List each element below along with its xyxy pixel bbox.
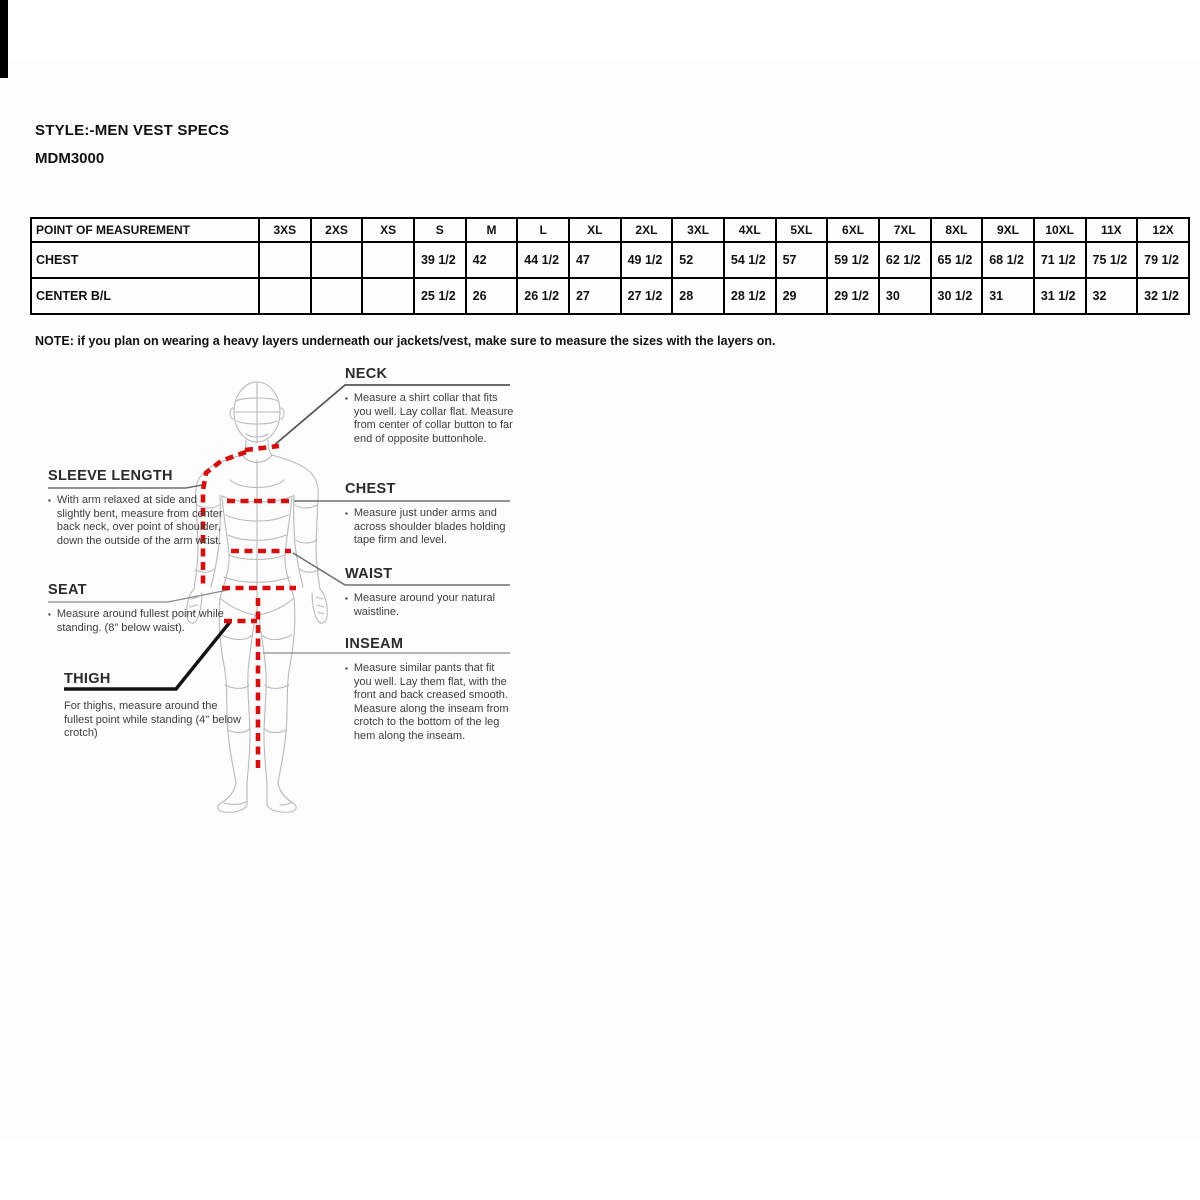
value-cell: 68 1/2 — [982, 242, 1034, 278]
value-cell: 57 — [776, 242, 828, 278]
guide-label-thigh-title: THIGH — [64, 671, 111, 687]
value-cell: 39 1/2 — [414, 242, 466, 278]
value-cell: 29 — [776, 278, 828, 314]
guide-label-waist — [345, 566, 515, 619]
value-cell: 26 — [466, 278, 518, 314]
value-cell: 49 1/2 — [621, 242, 673, 278]
guide-label-sleeve-length-text: With arm relaxed at side and slightly bent, measure from center back neck, over point of shoulder, down the outside of the arm wrist. — [56, 494, 223, 547]
value-cell — [311, 278, 363, 314]
value-cell: 65 1/2 — [931, 242, 983, 278]
guide-label-chest-title: CHEST — [345, 481, 396, 497]
row-label-cell: CENTER B/L — [31, 278, 259, 314]
value-cell: 71 1/2 — [1034, 242, 1086, 278]
size-table-wrap — [30, 217, 1190, 315]
value-cell: 44 1/2 — [517, 242, 569, 278]
header-row — [31, 218, 1189, 242]
style-title: STYLE:-MEN VEST SPECS — [35, 122, 230, 139]
bullet-icon: ▪ — [345, 594, 348, 603]
size-header-cell: 5XL — [776, 218, 828, 242]
value-cell: 25 1/2 — [414, 278, 466, 314]
value-cell: 32 1/2 — [1137, 278, 1189, 314]
value-cell: 32 — [1086, 278, 1138, 314]
guide-label-neck-title: NECK — [345, 366, 388, 382]
guide-label-neck — [345, 366, 515, 446]
size-header-cell: 4XL — [724, 218, 776, 242]
value-cell: 27 — [569, 278, 621, 314]
size-header-cell: 10XL — [1034, 218, 1086, 242]
size-table — [30, 217, 1190, 315]
value-cell — [259, 242, 311, 278]
guide-label-inseam — [345, 636, 515, 743]
guide-label-seat-text: Measure around fullest point while standing. (8" below waist). — [56, 608, 224, 634]
size-header-cell: XS — [362, 218, 414, 242]
guide-label-chest — [345, 481, 515, 548]
value-cell: 31 1/2 — [1034, 278, 1086, 314]
size-header-cell: S — [414, 218, 466, 242]
value-cell: 29 1/2 — [827, 278, 879, 314]
value-cell: 30 — [879, 278, 931, 314]
guide-label-seat — [48, 582, 228, 635]
row-label-cell: CHEST — [31, 242, 259, 278]
value-cell: 31 — [982, 278, 1034, 314]
size-header-cell: 8XL — [931, 218, 983, 242]
table-row — [31, 278, 1189, 314]
value-cell: 28 1/2 — [724, 278, 776, 314]
size-header-cell: 2XL — [621, 218, 673, 242]
guide-label-sleeve-length-title: SLEEVE LENGTH — [48, 468, 173, 484]
value-cell: 75 1/2 — [1086, 242, 1138, 278]
size-header-cell: 3XS — [259, 218, 311, 242]
value-cell: 27 1/2 — [621, 278, 673, 314]
measurement-header-cell: POINT OF MEASUREMENT — [31, 218, 259, 242]
value-cell: 52 — [672, 242, 724, 278]
page-corner-mark — [0, 0, 8, 78]
value-cell: 30 1/2 — [931, 278, 983, 314]
table-head — [31, 218, 1189, 242]
model-number: MDM3000 — [35, 150, 105, 167]
value-cell — [362, 242, 414, 278]
bullet-icon: ▪ — [48, 496, 51, 505]
guide-label-waist-title: WAIST — [345, 566, 393, 582]
value-cell: 42 — [466, 242, 518, 278]
value-cell: 47 — [569, 242, 621, 278]
value-cell: 54 1/2 — [724, 242, 776, 278]
table-row — [31, 242, 1189, 278]
guide-label-sleeve-length — [48, 468, 228, 548]
neck-measure-line — [245, 446, 279, 450]
guide-label-thigh — [64, 671, 244, 741]
bullet-icon: ▪ — [345, 509, 348, 518]
guide-label-seat-title: SEAT — [48, 582, 87, 598]
size-header-cell: XL — [569, 218, 621, 242]
size-header-cell: 11X — [1086, 218, 1138, 242]
size-header-cell: 2XS — [311, 218, 363, 242]
bullet-icon: ▪ — [345, 394, 348, 403]
size-header-cell: 3XL — [672, 218, 724, 242]
guide-label-chest-text: Measure just under arms and across shoulder blades holding tape firm and level. — [353, 507, 506, 546]
note-text: NOTE: if you plan on wearing a heavy layers underneath our jackets/vest, make sure to measure the sizes with the layers on. — [35, 334, 776, 348]
value-cell: 26 1/2 — [517, 278, 569, 314]
value-cell — [362, 278, 414, 314]
value-cell — [259, 278, 311, 314]
size-header-cell: M — [466, 218, 518, 242]
guide-label-inseam-title: INSEAM — [345, 636, 404, 652]
value-cell: 79 1/2 — [1137, 242, 1189, 278]
size-header-cell: 6XL — [827, 218, 879, 242]
table-body — [31, 242, 1189, 314]
bullet-icon: ▪ — [48, 610, 51, 619]
value-cell: 62 1/2 — [879, 242, 931, 278]
size-header-cell: 12X — [1137, 218, 1189, 242]
value-cell: 59 1/2 — [827, 242, 879, 278]
guide-label-thigh-text: For thighs, measure around the fullest point while standing (4" below crotch) — [64, 700, 241, 739]
value-cell — [311, 242, 363, 278]
value-cell: 28 — [672, 278, 724, 314]
guide-label-waist-text: Measure around your natural waistline. — [353, 592, 496, 618]
size-header-cell: 7XL — [879, 218, 931, 242]
size-header-cell: L — [517, 218, 569, 242]
guide-label-neck-text: Measure a shirt collar that fits you well. Lay collar flat. Measure from center of collar button to far end of opposite buttonhole. — [353, 392, 514, 445]
guide-label-inseam-text: Measure similar pants that fit you well. Lay them flat, with the front and back creased smooth. Measure along the inseam from crotch to the bottom of the leg hem along the inseam. — [353, 662, 509, 742]
bullet-icon: ▪ — [345, 664, 348, 673]
size-header-cell: 9XL — [982, 218, 1034, 242]
